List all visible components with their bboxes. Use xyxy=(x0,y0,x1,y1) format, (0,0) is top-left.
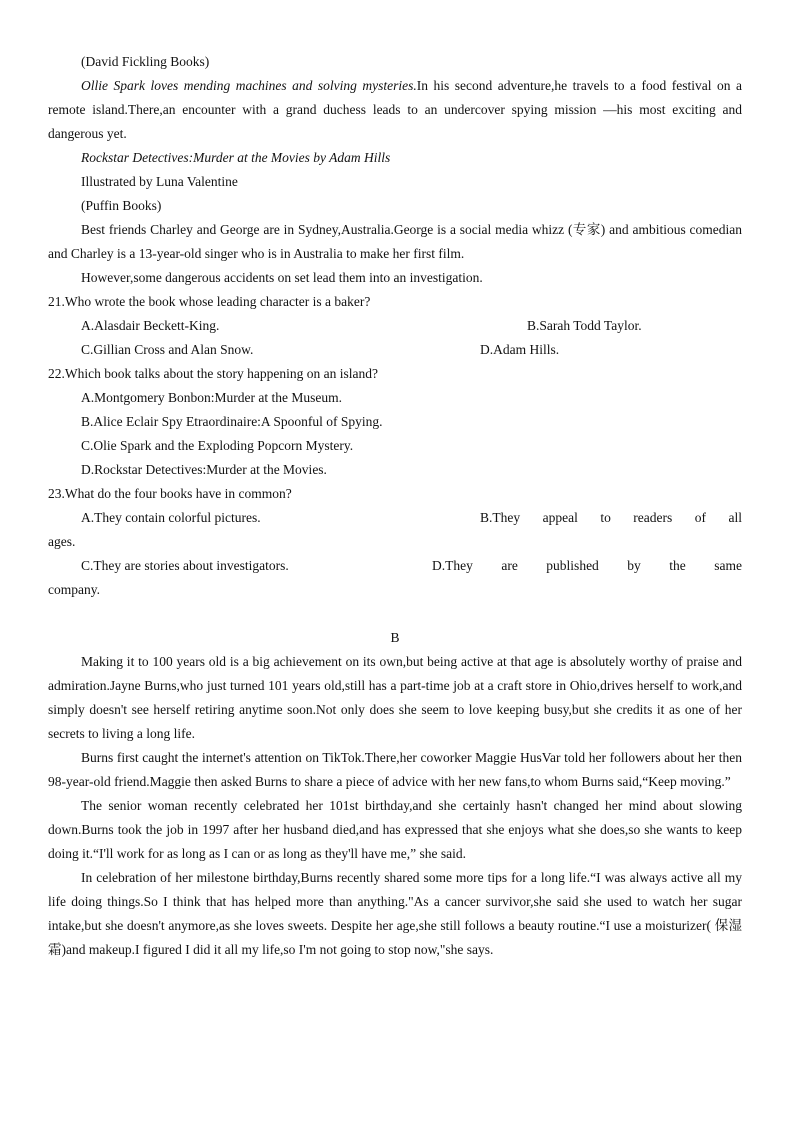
question-23-options-row1 xyxy=(48,506,742,530)
option-a: A.They contain colorful pictures. xyxy=(81,510,261,525)
passage-paragraph: In celebration of her milestone birthday,Burns recently shared some more tips for a long life.“I was always active all my life doing things.So I think that has helped more than anything."As a cancer survivor,she said she used to watch her sugar intake,but she doesn't anymore,as she loves sweets. Despite her age,she still follows a beauty routine.“I use a moisturizer( 保湿霜)and makeup.I figured I did it all my life,so I'm not going to stop now,"she says. xyxy=(48,870,742,957)
option-c: C.Gillian Cross and Alan Snow. xyxy=(81,342,254,357)
ollie-spark-description xyxy=(48,74,742,146)
option-b: B.They appeal to readers of all xyxy=(480,510,742,525)
rockstar-description: Best friends Charley and George are in Sydney,Australia.George is a social media whizz (专家) and ambitious comedian and Charley is a 13-year-old singer who is in Australia to make her first film. xyxy=(48,222,742,261)
question-23-stem: 23.What do the four books have in common? xyxy=(48,486,292,501)
passage-paragraph: Making it to 100 years old is a big achievement on its own,but being active at that age is absolutely worthy of praise and admiration.Jayne Burns,who just turned 101 years old,still has a part-time job at a craft store in Ohio,drives herself to work,and simply doesn't see herself retiring anytime soon.Not only does she seem to love keeping busy,but she credits it as one of her secrets to living a long life. xyxy=(48,654,742,741)
option-a: A.Montgomery Bonbon:Murder at the Museum. xyxy=(81,390,342,405)
option-c: C.Olie Spark and the Exploding Popcorn Mystery. xyxy=(81,438,354,453)
option-b: B.Alice Eclair Spy Etraordinaire:A Spoonful of Spying. xyxy=(81,414,383,429)
rockstar-description-2: However,some dangerous accidents on set lead them into an investigation. xyxy=(81,270,483,285)
option-b: B.Sarah Todd Taylor. xyxy=(527,318,642,333)
option-d-continued: company. xyxy=(48,582,100,597)
ollie-spark-body: In his second adventure,he travels to a food festival on a remote island.There,an encounter with a grand duchess leads to an undercover spying mission —his most exciting and dangerous yet. xyxy=(48,78,742,141)
question-21-options-row1 xyxy=(48,314,742,338)
option-b-continued: ages. xyxy=(48,534,76,549)
question-22-stem: 22.Which book talks about the story happening on an island? xyxy=(48,366,378,381)
question-21-options-row2 xyxy=(48,338,742,362)
option-c: C.They are stories about investigators. xyxy=(81,558,289,573)
section-b-heading: B xyxy=(390,630,400,645)
option-d: D.Rockstar Detectives:Murder at the Movies. xyxy=(81,462,327,477)
document-page xyxy=(48,50,742,962)
question-21-stem: 21.Who wrote the book whose leading character is a baker? xyxy=(48,294,371,309)
option-d: D.They are published by the same xyxy=(432,558,742,573)
rockstar-title: Rockstar Detectives:Murder at the Movies by Adam Hills xyxy=(81,150,391,165)
rockstar-illustrator: Illustrated by Luna Valentine xyxy=(81,174,238,189)
passage-paragraph: The senior woman recently celebrated her 101st birthday,and she certainly hasn't changed her mind about slowing down.Burns took the job in 1997 after her husband died,and has expressed that she enjoys what she does,so she wants to keep doing it.“I'll work for as long as I can or as long as they'll have me,” she said. xyxy=(48,798,742,861)
option-d: D.Adam Hills. xyxy=(480,342,560,357)
option-a: A.Alasdair Beckett-King. xyxy=(81,318,220,333)
ollie-spark-tagline: Ollie Spark loves mending machines and solving mysteries. xyxy=(81,78,417,93)
publisher-line: (Puffin Books) xyxy=(81,198,162,213)
passage-paragraph: Burns first caught the internet's attention on TikTok.There,her coworker Maggie HusVar told her followers about her then 98-year-old friend.Maggie then asked Burns to share a piece of advice with her new fans,to whom Burns said,“Keep moving.” xyxy=(48,750,742,789)
question-23-options-row2 xyxy=(48,554,742,578)
publisher-line: (David Fickling Books) xyxy=(81,54,210,69)
